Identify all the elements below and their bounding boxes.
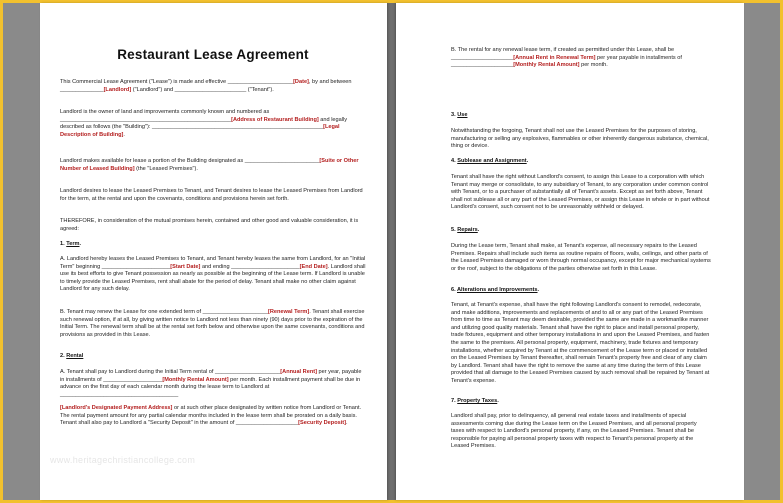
section-3-title: Use [457, 112, 468, 118]
landlord-field: [Landlord] [103, 86, 132, 93]
available-text-2: (the "Leased Premises"). [134, 165, 198, 172]
alterations-paragraph: Tenant, at Tenant's expense, shall have the right following Landlord's consent to remodel, redecorate, and make additions, improvements and replacements of and to all or any part of the Leased Premises from time to time as Tenant may deem desirable, provided the same are made in a workmanlike manner and utilizing good quality materials. Tenant shall have the right to place and install personal property, trade fixtures, equipment and other temporary installations in and upon the Leased Premises, and fasten the same to the premises. All personal property, equipment, machinery, trade fixtures and temporary installations, whether acquired by Tenant at the commencement of the Lease term or placed or installed on the Leased Premises by Tenant thereafter, shall remain Tenant's property free and clear of any claim by Landlord. Tenant shall have the right to remove the same at any time during the term of this Lease provided that all damage to the Leased Premises caused by such removal shall be repaired by Tenant at Tenant's expense. [451, 302, 710, 384]
owner-text-2: and legally described as follows (the "Building"): _______________________________________________________ [60, 116, 348, 131]
rental-a-text-3: per month. Each installment payment shall be due in advance on the first day of each calendar month during the lease term to Landlord at ______________________________________ [60, 376, 361, 398]
section-7-title: Property Taxes [457, 398, 498, 404]
therefore-paragraph: THEREFORE, in consideration of the mutual promises herein, contained and other good and valuable consideration, it is agreed: [60, 218, 359, 232]
section-5-title: Repairs [457, 227, 478, 233]
term-a-text-2: and ending ______________________ [200, 263, 300, 270]
available-text-1: Landlord makes available for lease a portion of the Building designated as ________________________ [60, 158, 320, 164]
document-page-2 [396, 3, 744, 500]
available-paragraph [60, 158, 366, 173]
rental-a-text-2: per year, payable in installments of ___________________ [60, 369, 362, 383]
section-6-heading [451, 287, 711, 295]
repairs-paragraph: During the Lease term, Tenant shall make, at Tenant's expense, all necessary repairs to the Leased Premises. Repairs shall include such items as routine repairs of floors, walls, ceilings, and other parts of the Leased Premises damaged or worn through normal occupancy, except for major mechanical systems or the roof, subject to the obligations of the parties otherwise set forth in this Lease. [451, 243, 711, 272]
section-3-number: 3. [451, 112, 458, 118]
term-a-text-3: . Landlord shall use its best efforts to give Tenant possession as nearly as possible at the beginning of the Lease term. If Landlord is unable to timely provide the Leased Premises, rent shall abate for the period of delay. Tenant shall make no other claim against Landlord for any such delay. [60, 263, 366, 293]
annual-rent-renewal-field: [Annual Rent in Renewal Term] [513, 54, 596, 61]
start-date-field: [Start Date] [170, 263, 201, 270]
right-margin-area [744, 3, 780, 500]
renewal-text-1: B. The rental for any renewal lease term, if created as permitted under this Lease, shall be ____________________ [451, 47, 675, 61]
renewal-term-field: [Renewal Term] [267, 309, 310, 315]
section-7-number: 7. [451, 398, 458, 404]
watermark: www.heritagechristiancollege.com [50, 455, 196, 465]
rental-b-text-1: or at such other place designated by written notice from Landlord or Tenant. The rental payment amount for any partial calendar months included in the lease term shall be prorated on a daily basis. Tenant shall also pay to Landlord a "Security Deposit" in the amount of ____________________ [60, 405, 362, 427]
desire-paragraph: Landlord desires to lease the Leased Premises to Tenant, and Tenant desires to lease the Leased Premises from Landlord for the term, at the rental and upon the covenants, conditions and provisions herein set forth. [60, 188, 363, 202]
section-7-period: . [497, 398, 499, 404]
intro-text-2: , by and between ______________ [60, 79, 352, 93]
security-deposit-field: [Security Deposit] [298, 420, 347, 427]
monthly-rental-field: [Monthly Rental Amount] [162, 376, 229, 383]
section-2-number: 2. [60, 353, 67, 359]
section-3-heading [451, 112, 711, 120]
section-4-heading [451, 158, 711, 166]
term-b-text-1: B. Tenant may renew the Lease for one extended term of _____________________ [60, 309, 268, 315]
renewal-rent-paragraph [451, 47, 711, 70]
section-4-number: 4. [451, 158, 458, 164]
document-page-1 [40, 3, 387, 500]
rental-b-text-2: . [346, 420, 348, 427]
section-4-title: Sublease and Assignment [457, 158, 527, 164]
section-1-title: Term [66, 241, 80, 247]
annual-rent-field: [Annual Rent] [280, 369, 317, 375]
property-taxes-paragraph: Landlord shall pay, prior to delinquency, all general real estate taxes and installments of special assessments coming due during the Lease term on the Leased Premises, and all personal property taxes with respect to Landlord's personal property, if any, on the Leased Premises. Tenant shall be responsible for paying all personal property taxes with respect to Tenant's personal property at the Leased Premises. [451, 413, 697, 450]
owner-text-1: Landlord is the owner of land and improvements commonly known and numbered as _______________________________________________________ [60, 109, 270, 123]
section-2-heading [60, 353, 366, 361]
section-6-period: . [537, 287, 540, 293]
renewal-text-2: per year payable in installments of ____________________ [451, 54, 682, 69]
section-5-period: . [477, 227, 480, 233]
payment-address-field: [Landlord's Designated Payment Address] [60, 405, 173, 411]
section-5-number: 5. [451, 227, 458, 233]
owner-paragraph [60, 109, 366, 139]
section-1-number: 1. [60, 241, 67, 247]
rental-paragraph-b [60, 405, 366, 428]
sublease-paragraph: Tenant shall have the right without Landlord's consent, to assign this Lease to a corporation with which Tenant may merge or consolidate, to any subsidiary of Tenant, to any corporation under common control with Tenant, or to a purchaser of substantially all of Tenant's assets. Except as set forth above, Tenant shall not sublease all or any part of the Leased Premises, or assign this Lease in whole or in part without Landlord's consent, such consent not to be unreasonably withheld or delayed. [451, 174, 710, 211]
section-4-period: . [526, 158, 529, 164]
address-field: [Address of Restaurant Building] [231, 116, 319, 123]
use-paragraph: Notwithstanding the forgoing, Tenant shall not use the Leased Premises for the purposes of storing, manufacturing or selling any explosives, flammables or other inherently dangerous substance, chemical, thing or device. [451, 128, 709, 150]
term-paragraph-b [60, 309, 366, 339]
legal-description-field: [Legal Description of Building] [60, 124, 340, 138]
suite-field: [Suite or Other Number of Leased Building] [60, 158, 359, 172]
owner-text-3: . [123, 131, 125, 138]
term-a-text-1: A. Landlord hereby leases the Leased Premises to Tenant, and Tenant hereby leases the same from Landlord, for an "Initial Term" beginning ______________________ [60, 256, 366, 270]
intro-text-1: This Commercial Lease Agreement ("Lease") is made and effective _____________________ [60, 79, 294, 85]
term-paragraph-a [60, 256, 366, 294]
term-b-text-2: . Tenant shall exercise such renewal option, if at all, by giving written notice to Landlord not less than ninety (90) days prior to the expiration of the Initial Term. The renewal term shall be at the rental set forth below and otherwise upon the same covenants, conditions and provisions as provided in this Lease. [60, 309, 365, 338]
rental-a-text-1: A. Tenant shall pay to Landlord during the Initial Term rental of _____________________ [60, 369, 281, 375]
end-date-field: [End Date] [299, 263, 328, 270]
intro-text-3: ("Landlord") and _______________________ ("Tenant"). [131, 86, 274, 93]
section-6-title: Alterations and Improvements [457, 287, 538, 293]
renewal-text-3: per month. [579, 62, 608, 69]
section-7-heading [451, 398, 711, 406]
section-1-period: . [79, 241, 82, 247]
document-title: Restaurant Lease Agreement [117, 47, 309, 62]
section-5-heading [451, 227, 711, 235]
rental-paragraph-a [60, 369, 366, 399]
section-2-title: Rental [66, 353, 84, 359]
page-gutter [387, 3, 396, 500]
left-margin-area [3, 3, 40, 500]
intro-paragraph [60, 79, 366, 94]
section-6-number: 6. [451, 287, 458, 293]
section-1-heading [60, 241, 366, 249]
monthly-rental-renewal-field: [Monthly Rental Amount] [513, 62, 580, 69]
date-field: [Date] [293, 79, 309, 85]
